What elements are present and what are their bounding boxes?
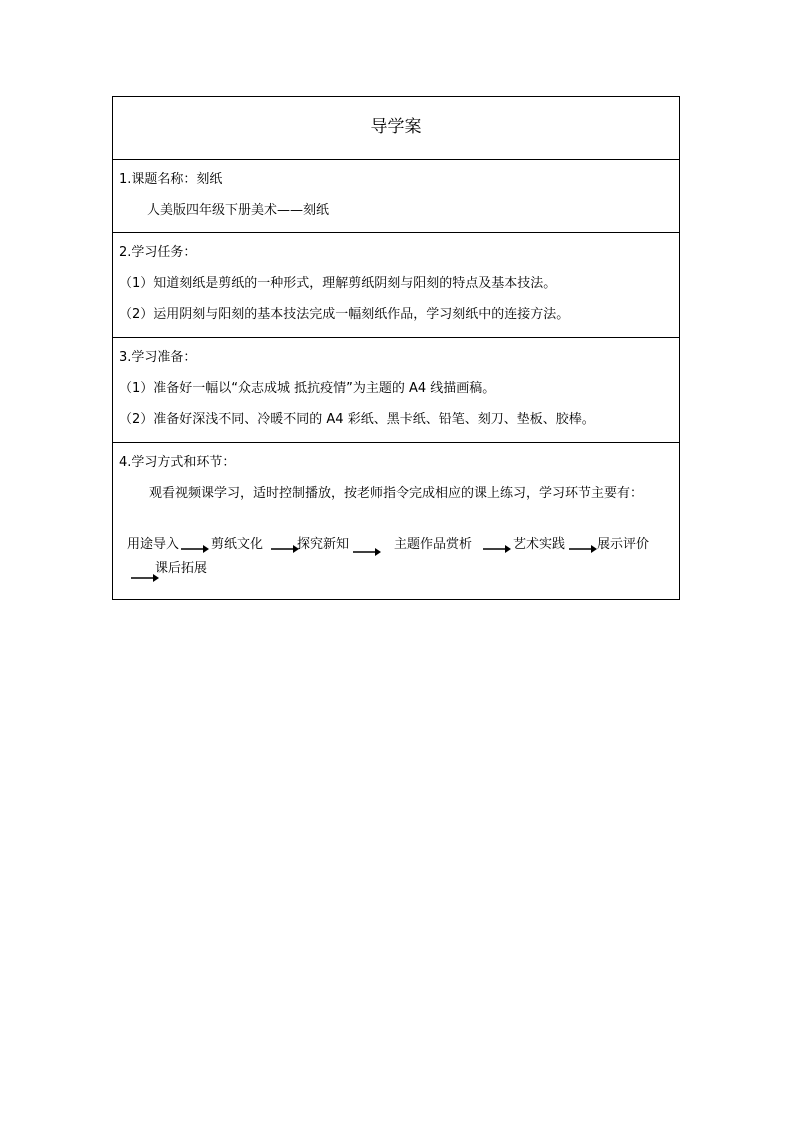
flow-step: 课后拓展 — [155, 561, 208, 576]
method-section — [113, 443, 679, 599]
method-heading: 4.学习方式和环节： — [119, 455, 236, 470]
page-title: 导学案 — [370, 117, 422, 137]
flow-step: 主题作品赏析 — [394, 537, 473, 552]
guide-table — [112, 96, 680, 600]
task-item: （1）知道刻纸是剪纸的一种形式，理解剪纸阴刻与阳刻的特点及基本技法。 — [119, 276, 557, 291]
title-row — [113, 97, 679, 160]
arrow-icon — [353, 547, 381, 557]
flow-step: 艺术实践 — [513, 537, 566, 552]
arrow-icon — [483, 544, 511, 554]
flow-step: 探究新知 — [297, 537, 350, 552]
flow-step: 用途导入 — [127, 537, 180, 552]
tasks-section — [113, 233, 679, 338]
topic-section — [113, 160, 679, 233]
preparation-item: （1）准备好一幅以“众志成城 抵抗疫情”为主题的 A4 线描画稿。 — [119, 381, 496, 396]
preparation-heading: 3.学习准备： — [119, 350, 197, 365]
flow-step: 展示评价 — [597, 537, 650, 552]
arrow-icon — [271, 544, 299, 554]
topic-heading: 1.课题名称：刻纸 — [119, 172, 223, 187]
topic-detail: 人美版四年级下册美术——刻纸 — [147, 203, 330, 218]
tasks-heading: 2.学习任务： — [119, 245, 197, 260]
preparation-item: （2）准备好深浅不同、冷暖不同的 A4 彩纸、黑卡纸、铅笔、刻刀、垫板、胶棒。 — [119, 412, 595, 427]
arrow-icon — [569, 544, 597, 554]
preparation-section — [113, 338, 679, 443]
method-paragraph: 观看视频课学习，适时控制播放，按老师指令完成相应的课上练习，学习环节主要有： — [149, 486, 644, 501]
task-item: （2）运用阴刻与阳刻的基本技法完成一幅刻纸作品，学习刻纸中的连接方法。 — [119, 307, 570, 322]
flow-step: 剪纸文化 — [211, 537, 264, 552]
arrow-icon — [181, 544, 209, 554]
